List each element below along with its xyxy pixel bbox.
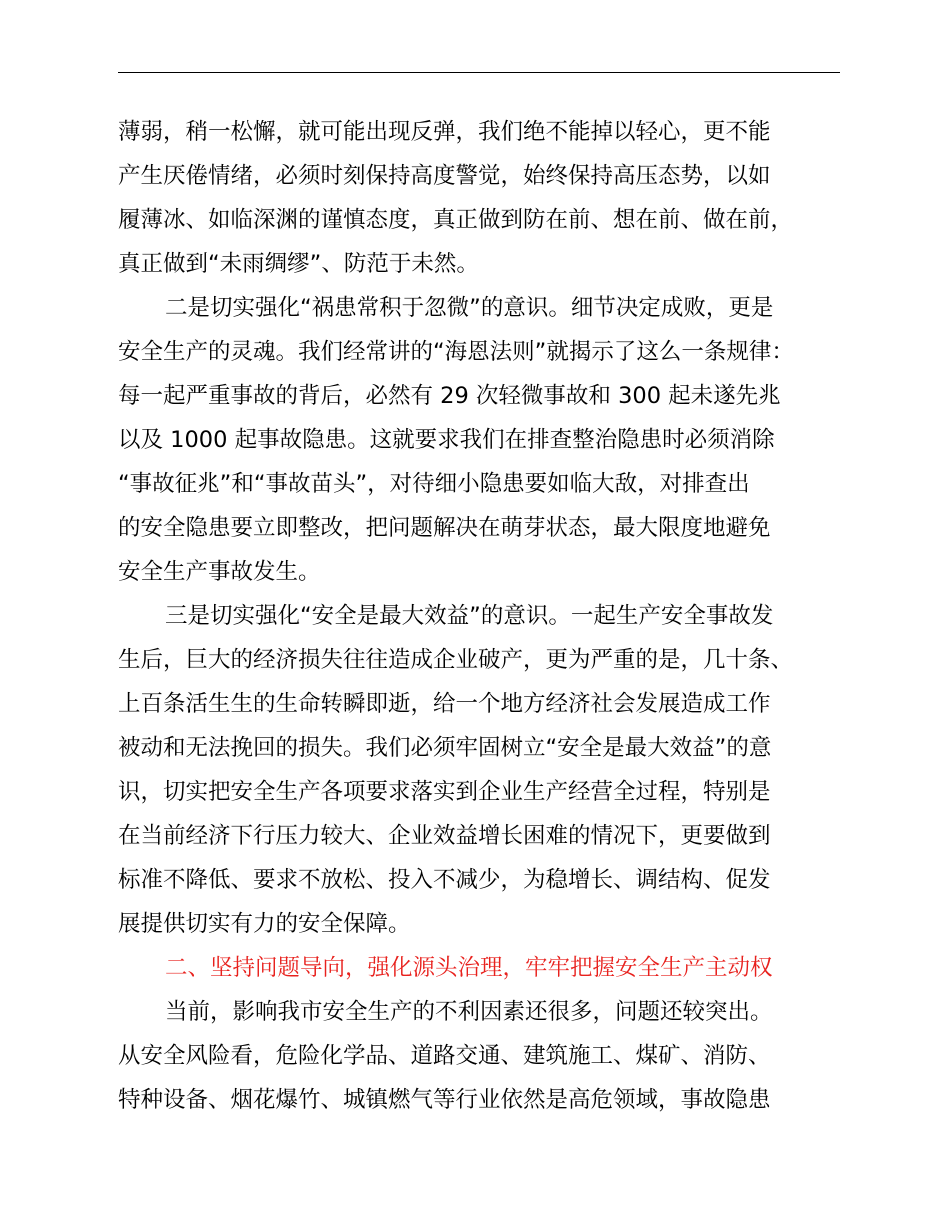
- text-line: “事故征兆”和“事故苗头”，对待细小隐患要如临大敌，对排查出: [118, 471, 750, 497]
- text-line: 薄弱，稍一松懈，就可能出现反弹，我们绝不能掉以轻心，更不能: [118, 119, 771, 145]
- header-rule: [118, 72, 840, 73]
- text-line: 每一起严重事故的背后，必然有 29 次轻微事故和 300 起未遂先兆: [118, 383, 781, 409]
- text-line: 特种设备、烟花爆竹、城镇燃气等行业依然是高危领域，事故隐患: [118, 1087, 771, 1113]
- text-line: 的安全隐患要立即整改，把问题解决在萌芽状态，最大限度地避免: [118, 515, 771, 541]
- section-heading: 二、坚持问题导向，强化源头治理，牢牢把握安全生产主动权: [165, 955, 773, 981]
- text-line: 真正做到“未雨绸缪”、防范于未然。: [118, 251, 479, 277]
- paragraph-start-line: 二是切实强化“祸患常积于忽微”的意识。细节决定成败，更是: [165, 295, 774, 321]
- paragraph-start-line: 三是切实强化“安全是最大效益”的意识。一起生产安全事故发: [165, 603, 774, 629]
- text-line: 识，切实把安全生产各项要求落实到企业生产经营全过程，特别是: [118, 779, 771, 805]
- text-line: 标准不降低、要求不放松、投入不减少，为稳增长、调结构、促发: [118, 867, 771, 893]
- text-line: 以及 1000 起事故隐患。这就要求我们在排查整治隐患时必须消除: [118, 427, 775, 453]
- text-line: 从安全风险看，危险化学品、道路交通、建筑施工、煤矿、消防、: [118, 1043, 771, 1069]
- text-line: 生后，巨大的经济损失往往造成企业破产，更为严重的是，几十条、: [118, 647, 794, 673]
- text-line: 产生厌倦情绪，必须时刻保持高度警觉，始终保持高压态势，以如: [118, 163, 771, 189]
- text-line: 被动和无法挽回的损失。我们必须牢固树立“安全是最大效益”的意: [118, 735, 772, 761]
- text-line: 在当前经济下行压力较大、企业效益增长困难的情况下，更要做到: [118, 823, 771, 849]
- text-line: 展提供切实有力的安全保障。: [118, 911, 411, 937]
- text-line: 安全生产的灵魂。我们经常讲的“海恩法则”就揭示了这么一条规律：: [118, 339, 794, 365]
- paragraph-start-line: 当前，影响我市安全生产的不利因素还很多，问题还较突出。: [165, 999, 773, 1025]
- text-line: 上百条活生生的生命转瞬即逝，给一个地方经济社会发展造成工作: [118, 691, 771, 717]
- text-line: 履薄冰、如临深渊的谨慎态度，真正做到防在前、想在前、做在前，: [118, 207, 794, 233]
- text-line: 安全生产事故发生。: [118, 559, 321, 585]
